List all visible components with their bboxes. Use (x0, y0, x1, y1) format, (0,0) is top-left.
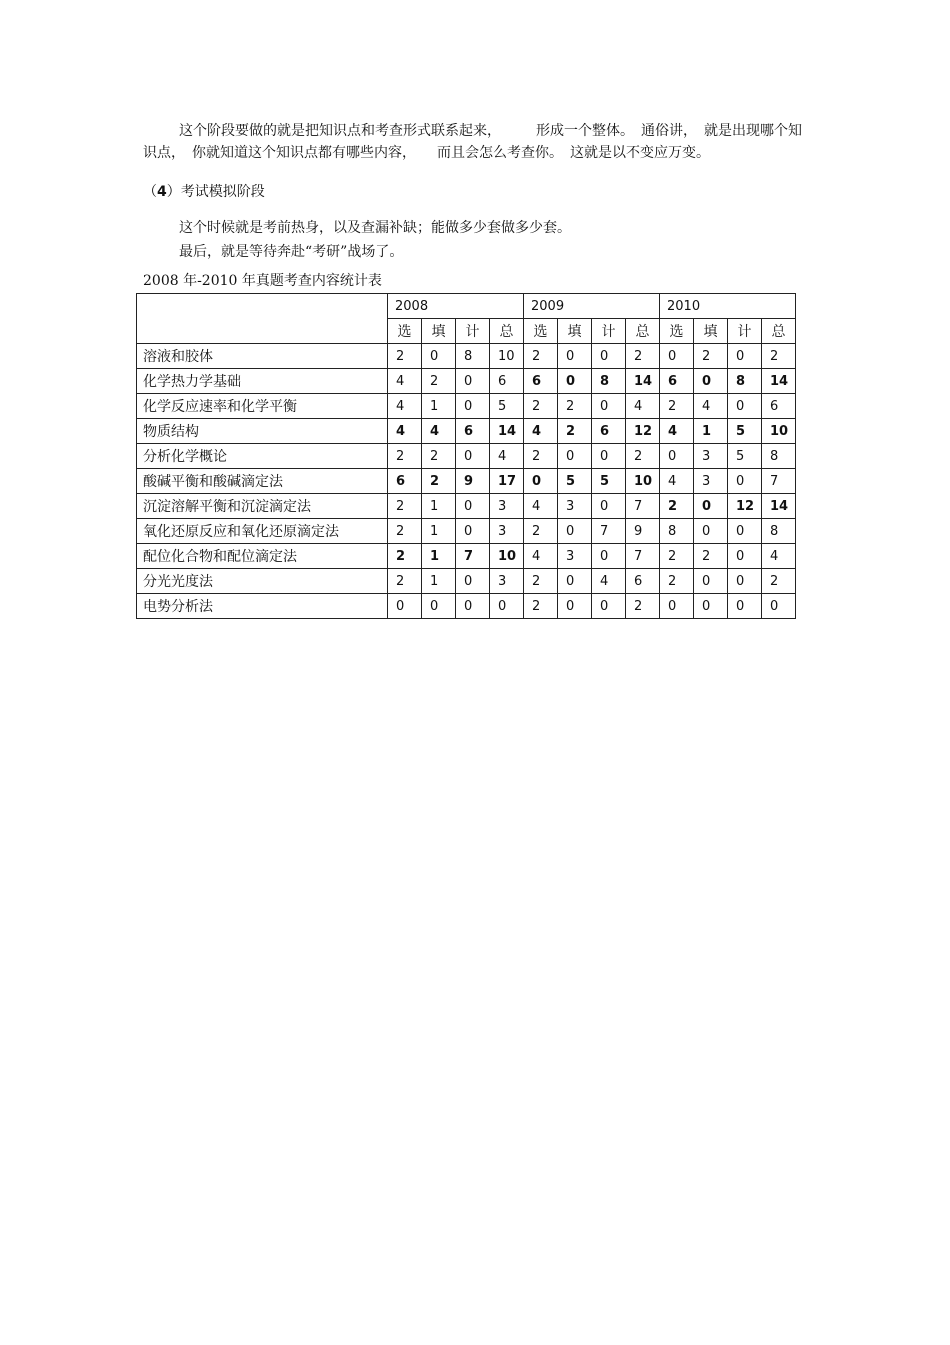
value-cell: 0 (694, 494, 728, 519)
value-cell: 5 (592, 469, 626, 494)
value-cell: 2 (660, 544, 694, 569)
value-cell: 5 (490, 394, 524, 419)
value-cell: 9 (456, 469, 490, 494)
value-cell: 2 (388, 344, 422, 369)
value-cell: 0 (694, 369, 728, 394)
topic-cell: 酸碱平衡和酸碱滴定法 (137, 469, 388, 494)
value-cell: 2 (626, 344, 660, 369)
subheader-zong: 总 (626, 319, 660, 344)
value-cell: 4 (490, 444, 524, 469)
value-cell: 4 (660, 419, 694, 444)
value-cell: 8 (728, 369, 762, 394)
value-cell: 2 (762, 344, 796, 369)
value-cell: 3 (490, 569, 524, 594)
value-cell: 7 (626, 494, 660, 519)
value-cell: 2 (524, 394, 558, 419)
value-cell: 8 (762, 444, 796, 469)
value-cell: 2 (524, 569, 558, 594)
table-row (137, 519, 796, 544)
value-cell: 0 (456, 494, 490, 519)
value-cell: 3 (490, 519, 524, 544)
table-row (137, 419, 796, 444)
value-cell: 0 (660, 594, 694, 619)
value-cell: 2 (422, 369, 456, 394)
value-cell: 2 (626, 444, 660, 469)
value-cell: 4 (660, 469, 694, 494)
table-row (137, 444, 796, 469)
value-cell: 6 (660, 369, 694, 394)
value-cell: 1 (422, 544, 456, 569)
table-caption: 2008 年-2010 年真题考查内容统计表 (143, 273, 382, 289)
value-cell: 0 (490, 594, 524, 619)
value-cell: 0 (558, 444, 592, 469)
value-cell: 0 (728, 544, 762, 569)
value-cell: 1 (422, 394, 456, 419)
value-cell: 0 (592, 494, 626, 519)
subheader-ji: 计 (592, 319, 626, 344)
heading-text: 考试模拟阶段 (180, 184, 265, 200)
value-cell: 0 (660, 344, 694, 369)
heading-open-paren: （ (143, 184, 157, 200)
value-cell: 8 (762, 519, 796, 544)
subheader-xuan: 选 (524, 319, 558, 344)
value-cell: 6 (762, 394, 796, 419)
value-cell: 2 (388, 544, 422, 569)
subheader-tian: 填 (694, 319, 728, 344)
topic-cell: 配位化合物和配位滴定法 (137, 544, 388, 569)
value-cell: 0 (728, 394, 762, 419)
value-cell: 12 (728, 494, 762, 519)
value-cell: 17 (490, 469, 524, 494)
year-header-2010: 2010 (660, 294, 796, 319)
value-cell: 0 (694, 569, 728, 594)
value-cell: 4 (388, 419, 422, 444)
value-cell: 10 (626, 469, 660, 494)
topic-cell: 分光光度法 (137, 569, 388, 594)
value-cell: 2 (422, 469, 456, 494)
value-cell: 6 (592, 419, 626, 444)
value-cell: 7 (592, 519, 626, 544)
value-cell: 3 (558, 544, 592, 569)
value-cell: 7 (456, 544, 490, 569)
value-cell: 0 (558, 594, 592, 619)
value-cell: 2 (388, 569, 422, 594)
value-cell: 2 (558, 419, 592, 444)
topic-cell: 化学反应速率和化学平衡 (137, 394, 388, 419)
value-cell: 6 (456, 419, 490, 444)
value-cell: 10 (762, 419, 796, 444)
subheader-tian: 填 (422, 319, 456, 344)
topic-header-cell (137, 294, 388, 344)
value-cell: 9 (626, 519, 660, 544)
paragraph-finally: 最后，就是等待奔赴“考研”战场了。 (179, 244, 404, 260)
value-cell: 10 (490, 544, 524, 569)
value-cell: 3 (558, 494, 592, 519)
value-cell: 0 (558, 519, 592, 544)
value-cell: 4 (422, 419, 456, 444)
value-cell: 0 (592, 594, 626, 619)
value-cell: 0 (592, 394, 626, 419)
topic-cell: 氧化还原反应和氧化还原滴定法 (137, 519, 388, 544)
value-cell: 4 (524, 494, 558, 519)
value-cell: 2 (524, 519, 558, 544)
value-cell: 0 (762, 594, 796, 619)
value-cell: 0 (456, 569, 490, 594)
value-cell: 3 (694, 444, 728, 469)
paragraph-knowledge-linking: 这个阶段要做的就是把知识点和考查形式联系起来， 形成一个整体。 通俗讲， 就是出现哪个知识点， 你就知道这个知识点都有哪些内容， 而且会怎么考查你。 这就是以不变应万变。 (143, 123, 802, 161)
topic-cell: 物质结构 (137, 419, 388, 444)
table-row (137, 369, 796, 394)
value-cell: 4 (388, 394, 422, 419)
value-cell: 0 (728, 344, 762, 369)
value-cell: 0 (592, 444, 626, 469)
value-cell: 3 (694, 469, 728, 494)
value-cell: 7 (626, 544, 660, 569)
subheader-ji: 计 (456, 319, 490, 344)
value-cell: 0 (456, 394, 490, 419)
value-cell: 0 (592, 344, 626, 369)
year-header-2008: 2008 (388, 294, 524, 319)
value-cell: 2 (524, 444, 558, 469)
value-cell: 6 (626, 569, 660, 594)
value-cell: 4 (524, 544, 558, 569)
value-cell: 0 (422, 344, 456, 369)
table-body (137, 294, 796, 619)
year-header-2009: 2009 (524, 294, 660, 319)
value-cell: 4 (388, 369, 422, 394)
value-cell: 8 (660, 519, 694, 544)
value-cell: 0 (660, 444, 694, 469)
value-cell: 4 (694, 394, 728, 419)
value-cell: 5 (558, 469, 592, 494)
topic-cell: 溶液和胶体 (137, 344, 388, 369)
value-cell: 0 (694, 519, 728, 544)
value-cell: 8 (592, 369, 626, 394)
subheader-tian: 填 (558, 319, 592, 344)
value-cell: 14 (762, 494, 796, 519)
value-cell: 4 (762, 544, 796, 569)
table-header-row (137, 294, 796, 319)
value-cell: 0 (728, 469, 762, 494)
value-cell: 2 (524, 344, 558, 369)
subheader-zong: 总 (490, 319, 524, 344)
value-cell: 6 (388, 469, 422, 494)
table-row (137, 494, 796, 519)
topic-cell: 电势分析法 (137, 594, 388, 619)
subheader-zong: 总 (762, 319, 796, 344)
value-cell: 6 (524, 369, 558, 394)
topic-cell: 沉淀溶解平衡和沉淀滴定法 (137, 494, 388, 519)
value-cell: 1 (422, 519, 456, 544)
value-cell: 2 (626, 594, 660, 619)
value-cell: 0 (558, 369, 592, 394)
table-row (137, 544, 796, 569)
value-cell: 14 (626, 369, 660, 394)
heading-close-paren: ） (166, 184, 181, 200)
value-cell: 2 (694, 344, 728, 369)
value-cell: 0 (558, 569, 592, 594)
value-cell: 2 (422, 444, 456, 469)
value-cell: 4 (626, 394, 660, 419)
value-cell: 2 (694, 544, 728, 569)
value-cell: 5 (728, 419, 762, 444)
value-cell: 8 (456, 344, 490, 369)
table-row (137, 344, 796, 369)
value-cell: 0 (456, 444, 490, 469)
exam-content-stats-table (136, 293, 796, 619)
value-cell: 1 (694, 419, 728, 444)
value-cell: 1 (422, 494, 456, 519)
subheader-xuan: 选 (660, 319, 694, 344)
value-cell: 2 (762, 569, 796, 594)
topic-cell: 化学热力学基础 (137, 369, 388, 394)
value-cell: 0 (592, 544, 626, 569)
section-heading-exam-simulation (143, 182, 265, 202)
value-cell: 2 (660, 569, 694, 594)
value-cell: 0 (456, 369, 490, 394)
value-cell: 0 (558, 344, 592, 369)
value-cell: 2 (388, 444, 422, 469)
value-cell: 2 (660, 494, 694, 519)
value-cell: 14 (762, 369, 796, 394)
value-cell: 2 (524, 594, 558, 619)
value-cell: 6 (490, 369, 524, 394)
table-row (137, 469, 796, 494)
value-cell: 12 (626, 419, 660, 444)
subheader-ji: 计 (728, 319, 762, 344)
heading-number: 4 (157, 184, 167, 200)
value-cell: 1 (422, 569, 456, 594)
value-cell: 0 (728, 519, 762, 544)
value-cell: 0 (728, 594, 762, 619)
value-cell: 10 (490, 344, 524, 369)
value-cell: 14 (490, 419, 524, 444)
paragraph-warmup: 这个时候就是考前热身，以及查漏补缺；能做多少套做多少套。 (179, 220, 571, 236)
value-cell: 0 (422, 594, 456, 619)
value-cell: 2 (558, 394, 592, 419)
value-cell: 0 (524, 469, 558, 494)
value-cell: 3 (490, 494, 524, 519)
topic-cell: 分析化学概论 (137, 444, 388, 469)
table-row (137, 594, 796, 619)
table-row (137, 394, 796, 419)
value-cell: 4 (592, 569, 626, 594)
value-cell: 2 (388, 519, 422, 544)
value-cell: 0 (728, 569, 762, 594)
value-cell: 0 (456, 594, 490, 619)
value-cell: 2 (388, 494, 422, 519)
value-cell: 0 (694, 594, 728, 619)
value-cell: 0 (456, 519, 490, 544)
table-row (137, 569, 796, 594)
value-cell: 5 (728, 444, 762, 469)
subheader-xuan: 选 (388, 319, 422, 344)
value-cell: 7 (762, 469, 796, 494)
value-cell: 0 (388, 594, 422, 619)
value-cell: 4 (524, 419, 558, 444)
value-cell: 2 (660, 394, 694, 419)
